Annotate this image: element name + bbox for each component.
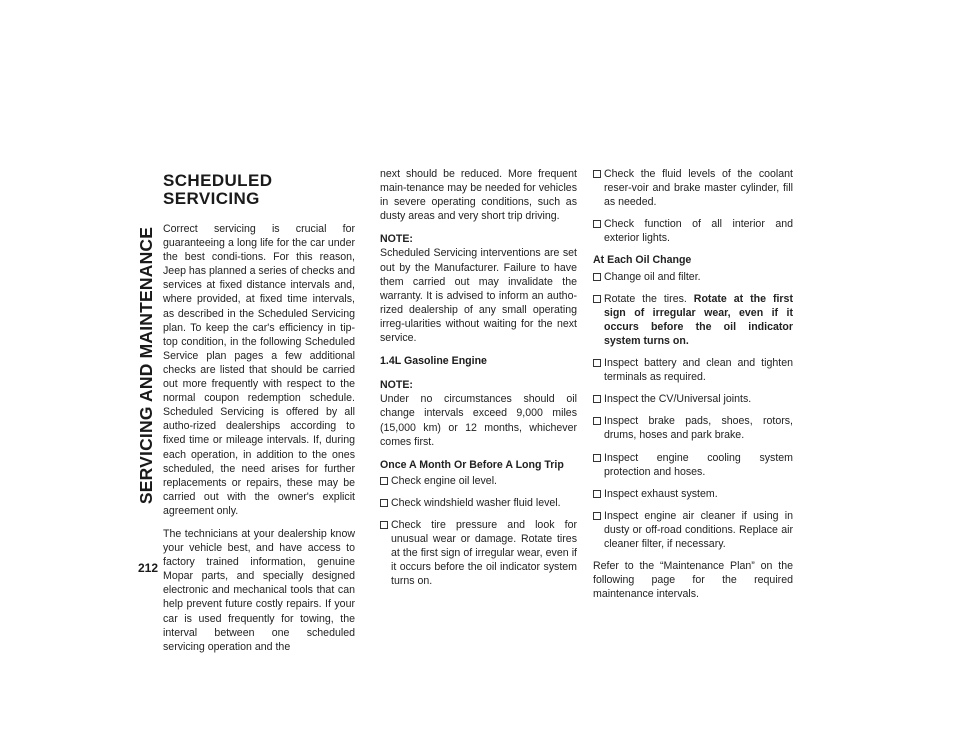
monthly-checklist-continued <box>593 167 793 245</box>
column-3 <box>593 167 793 610</box>
note-label: NOTE: <box>380 379 413 392</box>
list-item: Inspect engine air cleaner if using in dusty or off-road conditions. Replace air cleaner filter, if necessary. <box>593 509 793 551</box>
note-text: Scheduled Servicing interventions are set out by the Manufacturer. Failure to have them carried out may invalidate the warranty. It is advised to inform an autho-rized dealership of any small operating irreg-ularities without waiting for the next service. <box>380 247 577 345</box>
list-item: Check function of all interior and exterior lights. <box>593 217 793 245</box>
checkbox-icon <box>593 170 601 178</box>
list-item: Check tire pressure and look for unusual wear or damage. Rotate tires at the first sign of irregular wear, even if it occurs before the oil indicator system turns on. <box>380 518 577 588</box>
checkbox-icon <box>380 499 388 507</box>
list-item: Change oil and filter. <box>593 270 793 284</box>
monthly-checks-heading: Once A Month Or Before A Long Trip <box>380 458 564 471</box>
checkbox-icon <box>593 417 601 425</box>
note-block-1 <box>380 232 577 345</box>
monthly-checklist <box>380 474 577 589</box>
checkbox-icon <box>593 454 601 462</box>
list-item: Check windshield washer fluid level. <box>380 496 577 510</box>
note-text: Under no circumstances should oil change intervals exceed 9,000 miles (15,000 km) or 12 months, whichever comes first. <box>380 393 577 448</box>
intro-paragraph: Correct servicing is crucial for guaranteeing a long life for the car under the best condi-tions. For this reason, Jeep has planned a series of checks and services at fixed distance intervals and, where provided, at fixed time intervals, as described in the Scheduled Servicing plan. To keep the car's efficiency in tip-top condition, in the following Scheduled Service plan pages a few additional checks are listed that should be carried out more frequently with respect to the normal coupon redemption schedule. Scheduled Servicing is offered by all autho-rized dealerships according to fixed time or mileage intervals. If, during each operation, in addition to the ones scheduled, the need arises for further replacements or repairs, these may be carried out with the owner's explicit agreement only. <box>163 223 355 517</box>
continued-paragraph: next should be reduced. More frequent main-tenance may be needed for vehicles in severe operating conditions, such as dusty areas and very short trip driving. <box>380 168 577 223</box>
list-item: Rotate the tires. Rotate at the first sign of irregular wear, even if it occurs before the oil indicator system turns on. <box>593 292 793 348</box>
checkbox-icon <box>593 273 601 281</box>
closing-paragraph: Refer to the “Maintenance Plan” on the following page for the required maintenance intervals. <box>593 560 793 601</box>
checkbox-icon <box>380 521 388 529</box>
list-item: Check engine oil level. <box>380 474 577 488</box>
checkbox-icon <box>593 359 601 367</box>
section-side-tab <box>136 165 158 565</box>
list-item: Inspect exhaust system. <box>593 487 793 501</box>
note-label: NOTE: <box>380 233 413 246</box>
list-item: Inspect engine cooling system protection and hoses. <box>593 451 793 479</box>
column-2 <box>380 167 577 596</box>
note-block-2 <box>380 378 577 448</box>
list-item: Inspect brake pads, shoes, rotors, drums, hoses and park brake. <box>593 414 793 442</box>
checkbox-icon <box>593 512 601 520</box>
list-item: Inspect the CV/Universal joints. <box>593 392 793 406</box>
column-1 <box>163 172 355 663</box>
checkbox-icon <box>593 220 601 228</box>
list-item: Inspect battery and clean and tighten terminals as required. <box>593 356 793 384</box>
checkbox-icon <box>593 295 601 303</box>
list-item: Check the fluid levels of the coolant reser-voir and brake master cylinder, fill as needed. <box>593 167 793 209</box>
checkbox-icon <box>593 490 601 498</box>
checkbox-icon <box>593 395 601 403</box>
section-title: SERVICING AND MAINTENANCE <box>136 226 157 504</box>
oil-change-checklist <box>593 270 793 552</box>
rotate-warning: Rotate at the first sign of irregular wear, even if it occurs before the oil indicator system turns on. <box>604 292 793 347</box>
oil-change-heading: At Each Oil Change <box>593 254 692 267</box>
page-number: 212 <box>138 561 159 575</box>
technicians-paragraph: The technicians at your dealership know your vehicle best, and have access to factory trained information, genuine Mopar parts, and specially designed electronic and mechanical tools that can help prevent future costly repairs. If your car is used frequently for towing, the interval between one scheduled servicing operation and the <box>163 527 355 653</box>
checkbox-icon <box>380 477 388 485</box>
page-title: SCHEDULED SERVICING <box>163 171 273 208</box>
engine-heading: 1.4L Gasoline Engine <box>380 355 487 368</box>
